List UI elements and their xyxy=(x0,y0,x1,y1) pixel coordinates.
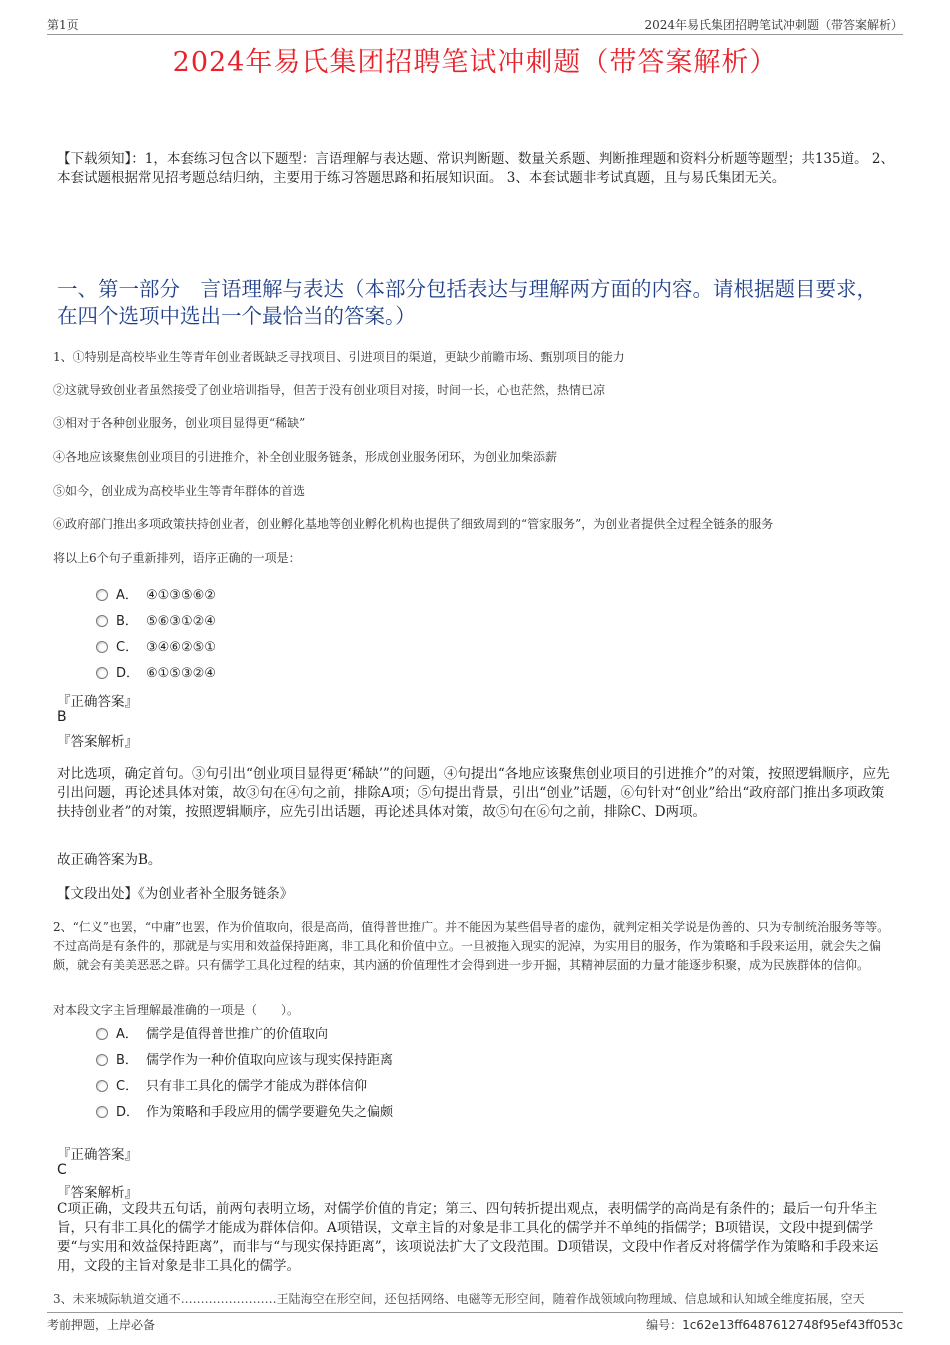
page-title: 2024年易氏集团招聘笔试冲刺题（带答案解析） xyxy=(172,47,778,78)
q2-answer-label: 『正确答案』 xyxy=(57,1147,138,1163)
download-notice: 【下载须知】：1，本套练习包含以下题型：言语理解与表达题、常识判断题、数量关系题、判断推理题和资料分析题等题型；共135道。 2、本套试题根据常见招考题总结归纳，主要用于练习答题思路和拓展知识面。 3、本套试题非考试真题，且与易氏集团无关。 xyxy=(57,151,894,186)
radio-icon[interactable] xyxy=(96,667,108,679)
radio-icon[interactable] xyxy=(96,1028,108,1040)
q2-option-d[interactable]: D． 作为策略和手段应用的儒学要避免失之偏颇 xyxy=(96,1101,393,1121)
q2-option-b[interactable]: B． 儒学作为一种价值取向应该与现实保持距离 xyxy=(96,1049,393,1069)
q2-prompt: 对本段文字主旨理解最准确的一项是（ ）。 xyxy=(53,1003,300,1017)
page-header xyxy=(47,14,903,35)
q1-sentence: 1、①特别是高校毕业生等青年创业者既缺乏寻找项目、引进项目的渠道，更缺少前瞻市场、甄别项目的能力 xyxy=(53,350,625,364)
header-doc-title: 2024年易氏集团招聘笔试冲刺题（带答案解析） xyxy=(644,18,903,32)
q1-prompt: 将以上6个句子重新排列，语序正确的一项是： xyxy=(53,551,301,565)
radio-icon[interactable] xyxy=(96,615,108,627)
q1-source: 【文段出处】《为创业者补全服务链条》 xyxy=(57,886,294,902)
q3-partial-line: 3、未来城际轨道交通不……………………王陆海空在形空间，还包括网络、电磁等无形空间，随着作战领域向物理域、信息域和认知域全维度拓展，空天 xyxy=(53,1292,865,1306)
footer-slogan: 考前押题，上岸必备 xyxy=(47,1318,156,1332)
page-footer xyxy=(47,1312,903,1333)
radio-icon[interactable] xyxy=(96,1054,108,1066)
footer-code: 编号：1c62e13ff6487612748f95ef43ff053c xyxy=(646,1318,903,1332)
q1-analysis-label: 『答案解析』 xyxy=(57,734,138,750)
section-title: 一、第一部分 言语理解与表达（本部分包括表达与理解两方面的内容。请根据题目要求，在四个选项中选出一个最恰当的答案。） xyxy=(57,277,877,328)
q2-analysis-label: 『答案解析』 xyxy=(57,1185,138,1201)
q1-sentence: ④各地应该聚焦创业项目的引进推介，补全创业服务链条，形成创业服务闭环，为创业加柴添薪 xyxy=(53,450,558,464)
q2-option-c[interactable]: C． 只有非工具化的儒学才能成为群体信仰 xyxy=(96,1075,367,1095)
radio-icon[interactable] xyxy=(96,1106,108,1118)
q1-answer: B xyxy=(57,709,67,725)
q1-analysis: 对比选项，确定首句。③句引出“创业项目显得更‘稀缺’”的问题，④句提出“各地应该聚焦创业项目的引进推介”的对策，按照逻辑顺序，应先引出问题，再论述具体对策，故③句在④句之前，排除A项；⑤句提出背景，引出“创业”话题，⑥句针对“创业”给出“政府部门推出多项政策扶持创业者”的对策，按照逻辑顺序，应先引出话题，再论述具体对策，故⑤句在⑥句之前，排除C、D两项。 xyxy=(57,766,890,820)
q2-option-a[interactable]: A． 儒学是值得普世推广的价值取向 xyxy=(96,1023,328,1043)
q1-sentence: ③相对于各种创业服务，创业项目显得更“稀缺” xyxy=(53,416,306,430)
q2-answer: C xyxy=(57,1162,67,1178)
q2-analysis: C项正确，文段共五句话，前两句表明立场，对儒学价值的肯定；第三、四句转折提出观点，表明儒学的高尚是有条件的；最后一句升华主旨，只有非工具化的儒学才能成为群体信仰。A项错误，文章主旨的对象是非工具化的儒学并不单纯的指儒学；B项错误，文段中提到儒学要“与实用和效益保持距离”，而非与“与现实保持距离”，该项说法扩大了文段范围。D项错误，文段中作者反对将儒学作为策略和手段来运用，文段的主旨对象是非工具化的儒学。 xyxy=(57,1201,879,1274)
q1-sentence: ⑥政府部门推出多项政策扶持创业者，创业孵化基地等创业孵化机构也提供了细致周到的“管家服务”，为创业者提供全过程全链条的服务 xyxy=(53,517,774,531)
q1-sentence: ⑤如今，创业成为高校毕业生等青年群体的首选 xyxy=(53,484,306,498)
q1-option-b[interactable]: B． ⑤⑥③①②④ xyxy=(96,610,216,630)
radio-icon[interactable] xyxy=(96,641,108,653)
q1-option-c[interactable]: C． ③④⑥②⑤① xyxy=(96,636,216,656)
q1-answer-label: 『正确答案』 xyxy=(57,694,138,710)
q1-option-d[interactable]: D． ⑥①⑤③②④ xyxy=(96,662,216,682)
q1-sentence: ②这就导致创业者虽然接受了创业培训指导，但苦于没有创业项目对接，时间一长，心也茫然，热情已凉 xyxy=(53,383,606,397)
radio-icon[interactable] xyxy=(96,589,108,601)
q1-conclusion: 故正确答案为B。 xyxy=(57,852,162,868)
q2-stem: 2、“仁义”也罢，“中庸”也罢，作为价值取向，很是高尚，值得普世推广。并不能因为某些倡导者的虚伪，就判定相关学说是伪善的、只为专制统治服务等等。不过高尚是有条件的，那就是与实用和效益保持距离，非工具化和价值中立。一旦被拖入现实的泥淖，为实用目的服务，作为策略和手段来运用，就会失之偏颇，就会有美美恶恶之辟。只有儒学工具化过程的结束，其内涵的价值理性才会得到进一步开掘，其精神层面的力量才能逐步积聚，成为民族群体的信仰。 xyxy=(53,920,890,972)
q1-option-a[interactable]: A． ④①③⑤⑥② xyxy=(96,584,216,604)
radio-icon[interactable] xyxy=(96,1080,108,1092)
page-number: 第1页 xyxy=(47,18,79,32)
